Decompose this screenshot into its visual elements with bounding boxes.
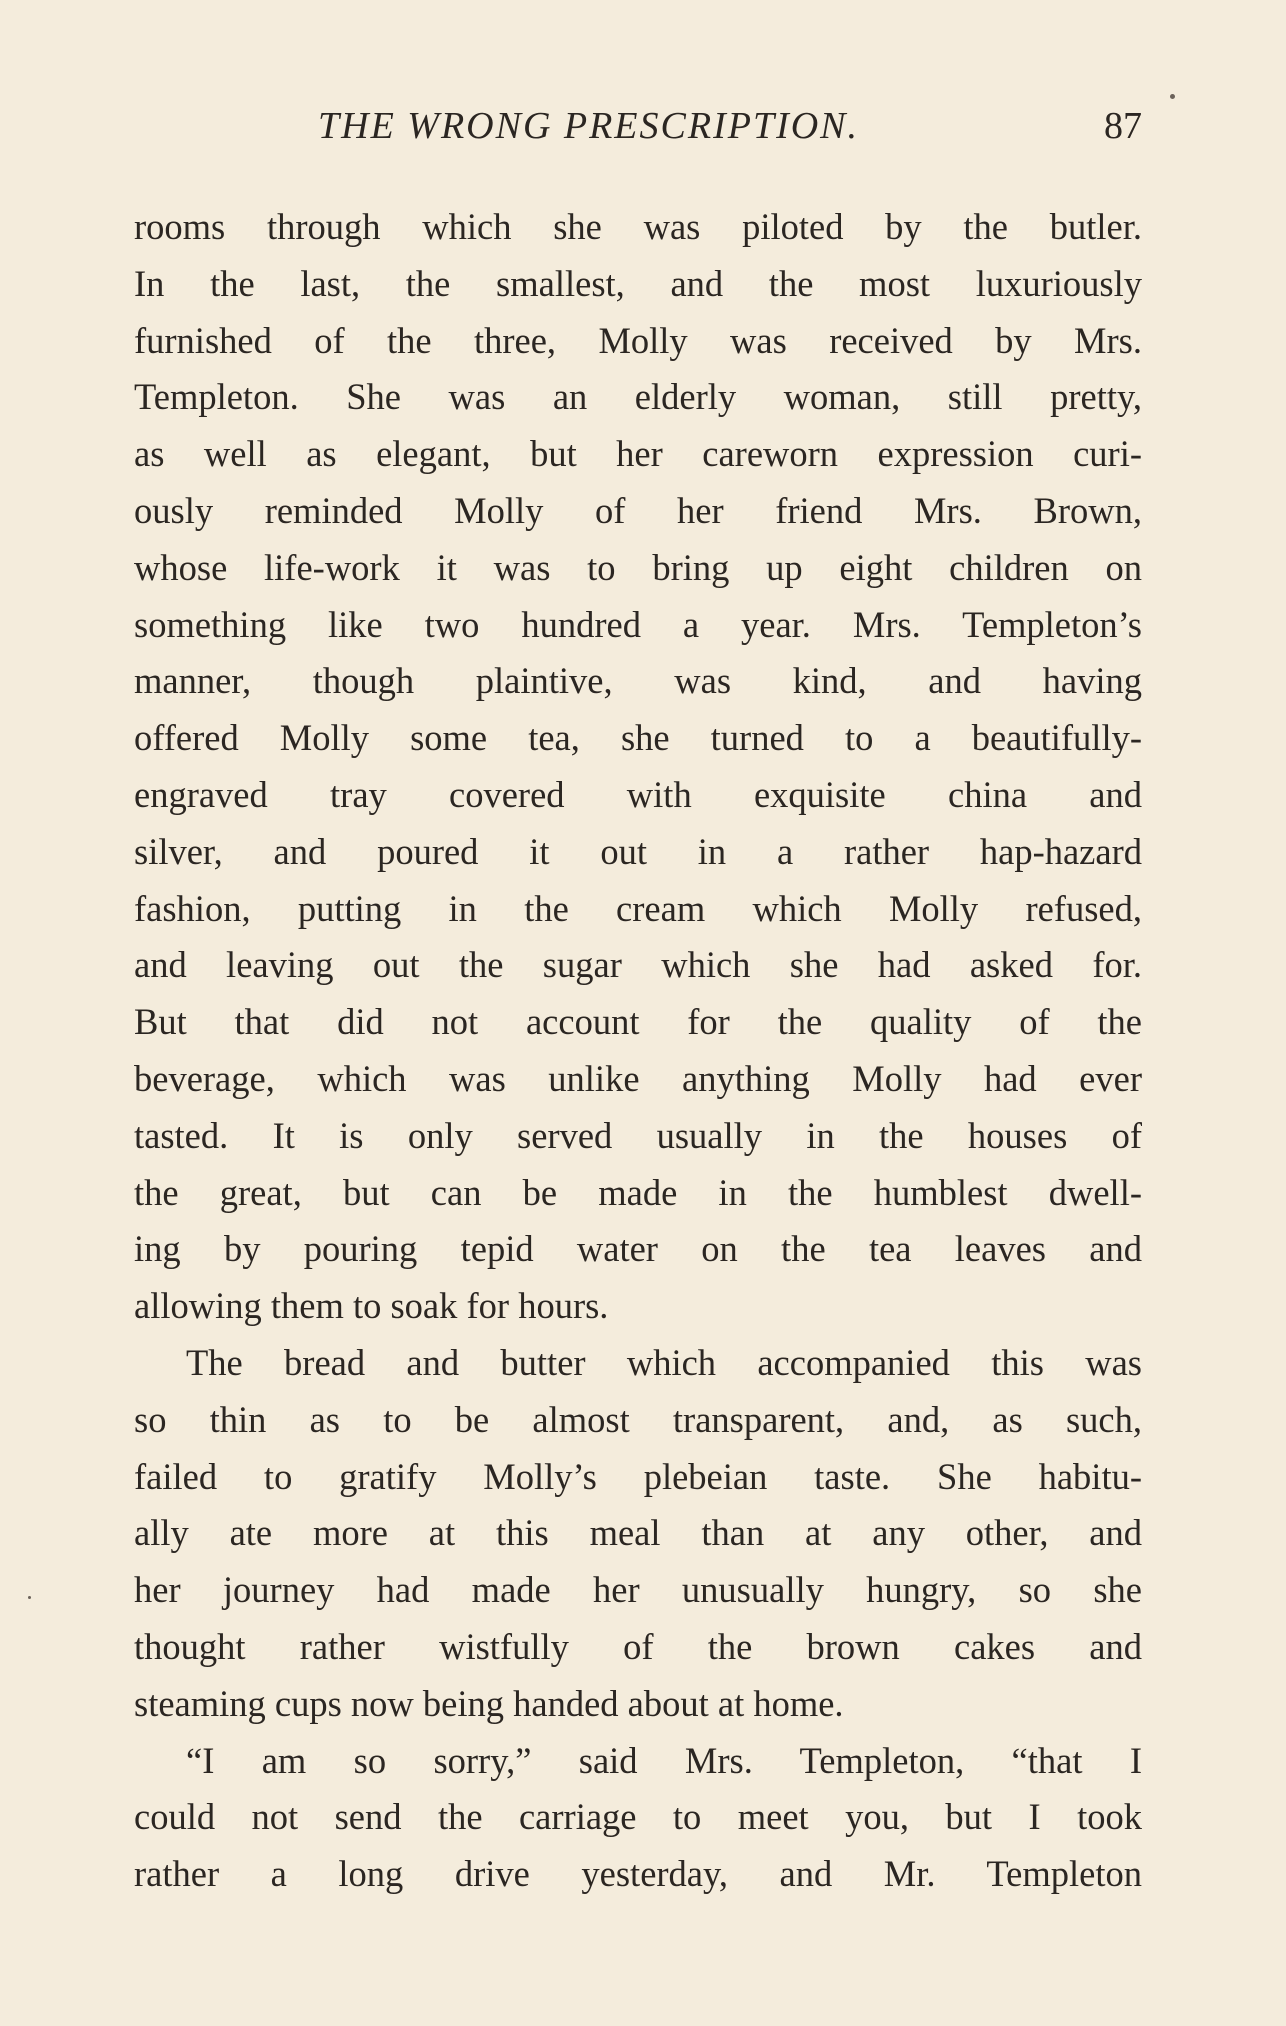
text-line: The bread and butter which accompanied this was xyxy=(186,1341,1142,1383)
text-line: allowing them to soak for hours. xyxy=(134,1285,609,1327)
text-line: failed to gratify Molly’s plebeian taste. She habitu- xyxy=(134,1455,1142,1497)
text-line: ously reminded Molly of her friend Mrs. Brown, xyxy=(134,489,1142,531)
text-line: silver, and poured it out in a rather hap-hazard xyxy=(134,830,1142,872)
text-line: ally ate more at this meal than at any other, and xyxy=(134,1512,1142,1554)
text-line: engraved tray covered with exquisite china and xyxy=(134,773,1142,815)
text-line: tasted. It is only served usually in the houses of xyxy=(134,1114,1142,1156)
text-line: as well as elegant, but her careworn expression curi- xyxy=(134,433,1142,475)
text-line: could not send the carriage to meet you, but I took xyxy=(134,1796,1142,1838)
text-line: her journey had made her unusually hungry, so she xyxy=(134,1569,1142,1611)
text-line: Templeton. She was an elderly woman, still pretty, xyxy=(134,376,1142,418)
text-line: rooms through which she was piloted by the butler. xyxy=(134,206,1142,247)
text-line: beverage, which was unlike anything Molly had ever xyxy=(134,1057,1142,1099)
text-line: whose life-work it was to bring up eight children on xyxy=(134,546,1142,588)
text-line: manner, though plaintive, was kind, and having xyxy=(134,660,1142,702)
text-line: fashion, putting in the cream which Molly refused, xyxy=(134,887,1142,929)
text-line: and leaving out the sugar which she had asked for. xyxy=(134,944,1142,986)
print-speck xyxy=(28,1596,31,1599)
print-speck xyxy=(1170,94,1175,99)
text-line: something like two hundred a year. Mrs. Templeton’s xyxy=(134,603,1142,645)
page-number: 87 xyxy=(1104,105,1142,147)
text-line: so thin as to be almost transparent, and, as such, xyxy=(134,1398,1142,1440)
text-line: In the last, the smallest, and the most luxuriously xyxy=(134,262,1142,304)
text-line: furnished of the three, Molly was received by Mrs. xyxy=(134,319,1142,361)
body-text xyxy=(134,199,1142,1903)
text-line: rather a long drive yesterday, and Mr. Templeton xyxy=(134,1853,1142,1895)
text-line: thought rather wistfully of the brown cakes and xyxy=(134,1625,1142,1667)
text-line: ing by pouring tepid water on the tea leaves and xyxy=(134,1228,1142,1270)
running-head xyxy=(130,96,1142,156)
text-line: offered Molly some tea, she turned to a beautifully- xyxy=(134,717,1142,759)
text-line: But that did not account for the quality of the xyxy=(134,1001,1142,1043)
text-line: the great, but can be made in the humblest dwell- xyxy=(134,1171,1142,1213)
running-head-title: THE WRONG PRESCRIPTION. xyxy=(318,105,860,147)
text-line: “I am so sorry,” said Mrs. Templeton, “that I xyxy=(186,1739,1142,1781)
text-line: steaming cups now being handed about at home. xyxy=(134,1682,844,1724)
